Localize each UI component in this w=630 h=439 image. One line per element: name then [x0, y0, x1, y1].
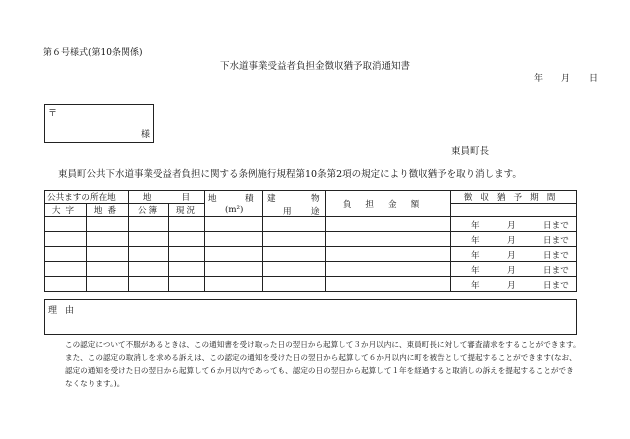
cell-amount[interactable] [326, 247, 451, 262]
period-year: 年 [471, 221, 480, 231]
cell-amount[interactable] [326, 277, 451, 292]
cell-oaza[interactable] [45, 262, 87, 277]
header-banchi: 地番 [87, 204, 129, 217]
note-line-3: 認定の通知を受けた日の翌日から起算して６か月以内であっても、認定の日の翌日から起算して１年を経過すると取消しの訴えを提起することができ [65, 366, 574, 375]
period-month: 月 [507, 236, 516, 246]
address-box [44, 104, 154, 143]
honorific-sama: 様 [140, 130, 150, 140]
cell-oaza[interactable] [45, 217, 87, 232]
period-month: 月 [507, 251, 516, 261]
period-year: 年 [471, 281, 480, 291]
cell-oaza[interactable] [45, 232, 87, 247]
cell-banchi[interactable] [87, 262, 129, 277]
cell-use[interactable] [263, 217, 326, 232]
header-chimoku-2: 目 [181, 193, 191, 203]
cell-koubo[interactable] [129, 247, 169, 262]
header-koubo: 公簿 [129, 204, 169, 217]
header-location: 公共ますの所在地 [45, 191, 129, 204]
table-row [45, 217, 577, 232]
period-until: 日まで [543, 221, 569, 231]
cell-genkyo[interactable] [169, 262, 205, 277]
header-building-use [263, 191, 326, 217]
cell-genkyo[interactable] [169, 232, 205, 247]
cell-period[interactable] [451, 262, 577, 277]
period-until: 日まで [543, 236, 569, 246]
body-text: 東員町公共下水道事業受益者負担に関する条例施行規程第10条第2項の規定により徴収猶予を取り消します。 [58, 169, 522, 180]
cell-use[interactable] [263, 232, 326, 247]
cell-period[interactable] [451, 217, 577, 232]
header-chimoku-1: 地 [142, 193, 152, 203]
details-table [44, 190, 577, 292]
period-month: 月 [507, 266, 516, 276]
cell-koubo[interactable] [129, 217, 169, 232]
form-number: 第６号様式(第10条関係) [43, 48, 143, 58]
period-year: 年 [471, 266, 480, 276]
header-building-1: 建 [267, 194, 276, 204]
period-until: 日まで [543, 266, 569, 276]
cell-area[interactable] [205, 247, 263, 262]
header-oaza: 大字 [45, 204, 87, 217]
cell-genkyo[interactable] [169, 217, 205, 232]
cell-banchi[interactable] [87, 247, 129, 262]
table-row [45, 277, 577, 292]
period-year: 年 [471, 251, 480, 261]
header-chimoku [129, 191, 205, 204]
cell-genkyo[interactable] [169, 247, 205, 262]
cell-koubo[interactable] [129, 277, 169, 292]
reason-label: 理由 [48, 306, 83, 316]
cell-amount[interactable] [326, 217, 451, 232]
table-row [45, 262, 577, 277]
header-use-2: 途 [311, 207, 320, 217]
cell-use[interactable] [263, 247, 326, 262]
cell-amount[interactable] [326, 232, 451, 247]
cell-area[interactable] [205, 277, 263, 292]
document-title: 下水道事業受益者負担金徴収猶予取消通知書 [219, 61, 410, 72]
table-row [45, 247, 577, 262]
header-period: 徴収猶予期間 [451, 191, 577, 204]
table-row [45, 232, 577, 247]
header-period-blank [451, 204, 577, 217]
date-month-label: 月 [561, 74, 571, 84]
cell-banchi[interactable] [87, 232, 129, 247]
cell-koubo[interactable] [129, 232, 169, 247]
postal-mark: 〒 [48, 109, 58, 119]
issuer-name: 東員町長 [451, 146, 490, 157]
cell-oaza[interactable] [45, 247, 87, 262]
cell-period[interactable] [451, 277, 577, 292]
period-month: 月 [507, 281, 516, 291]
cell-area[interactable] [205, 262, 263, 277]
reason-box[interactable] [44, 299, 577, 335]
cell-banchi[interactable] [87, 277, 129, 292]
date-day-label: 日 [589, 74, 599, 84]
period-until: 日まで [543, 281, 569, 291]
header-use-1: 用 [283, 207, 292, 217]
cell-use[interactable] [263, 277, 326, 292]
cell-koubo[interactable] [129, 262, 169, 277]
note-line-4: なくなります。)。 [65, 379, 125, 388]
date-year-label: 年 [534, 74, 544, 84]
period-month: 月 [507, 221, 516, 231]
cell-area[interactable] [205, 232, 263, 247]
cell-banchi[interactable] [87, 217, 129, 232]
cell-genkyo[interactable] [169, 277, 205, 292]
header-area-unit: (m²) [225, 205, 244, 215]
header-area [205, 191, 263, 217]
cell-period[interactable] [451, 232, 577, 247]
cell-use[interactable] [263, 262, 326, 277]
header-area-1: 地 [208, 194, 217, 204]
note-line-2: また、この認定の取消しを求める訴えは、この認定の通知を受けた日の翌日から起算して６か月以内に町を被告として提起することができます(なお、 [65, 353, 577, 362]
cell-amount[interactable] [326, 262, 451, 277]
header-building-2: 物 [311, 194, 320, 204]
period-until: 日まで [543, 251, 569, 261]
header-amount: 負担金額 [326, 191, 451, 217]
period-year: 年 [471, 236, 480, 246]
header-area-2: 積 [245, 194, 254, 204]
cell-area[interactable] [205, 217, 263, 232]
note-line-1: この認定について不服があるときは、この通知書を受け取った日の翌日から起算して３か月以内に、東員町長に対して審査請求をすることができます。 [65, 340, 581, 349]
cell-period[interactable] [451, 247, 577, 262]
header-genkyo: 現況 [169, 204, 205, 217]
cell-oaza[interactable] [45, 277, 87, 292]
